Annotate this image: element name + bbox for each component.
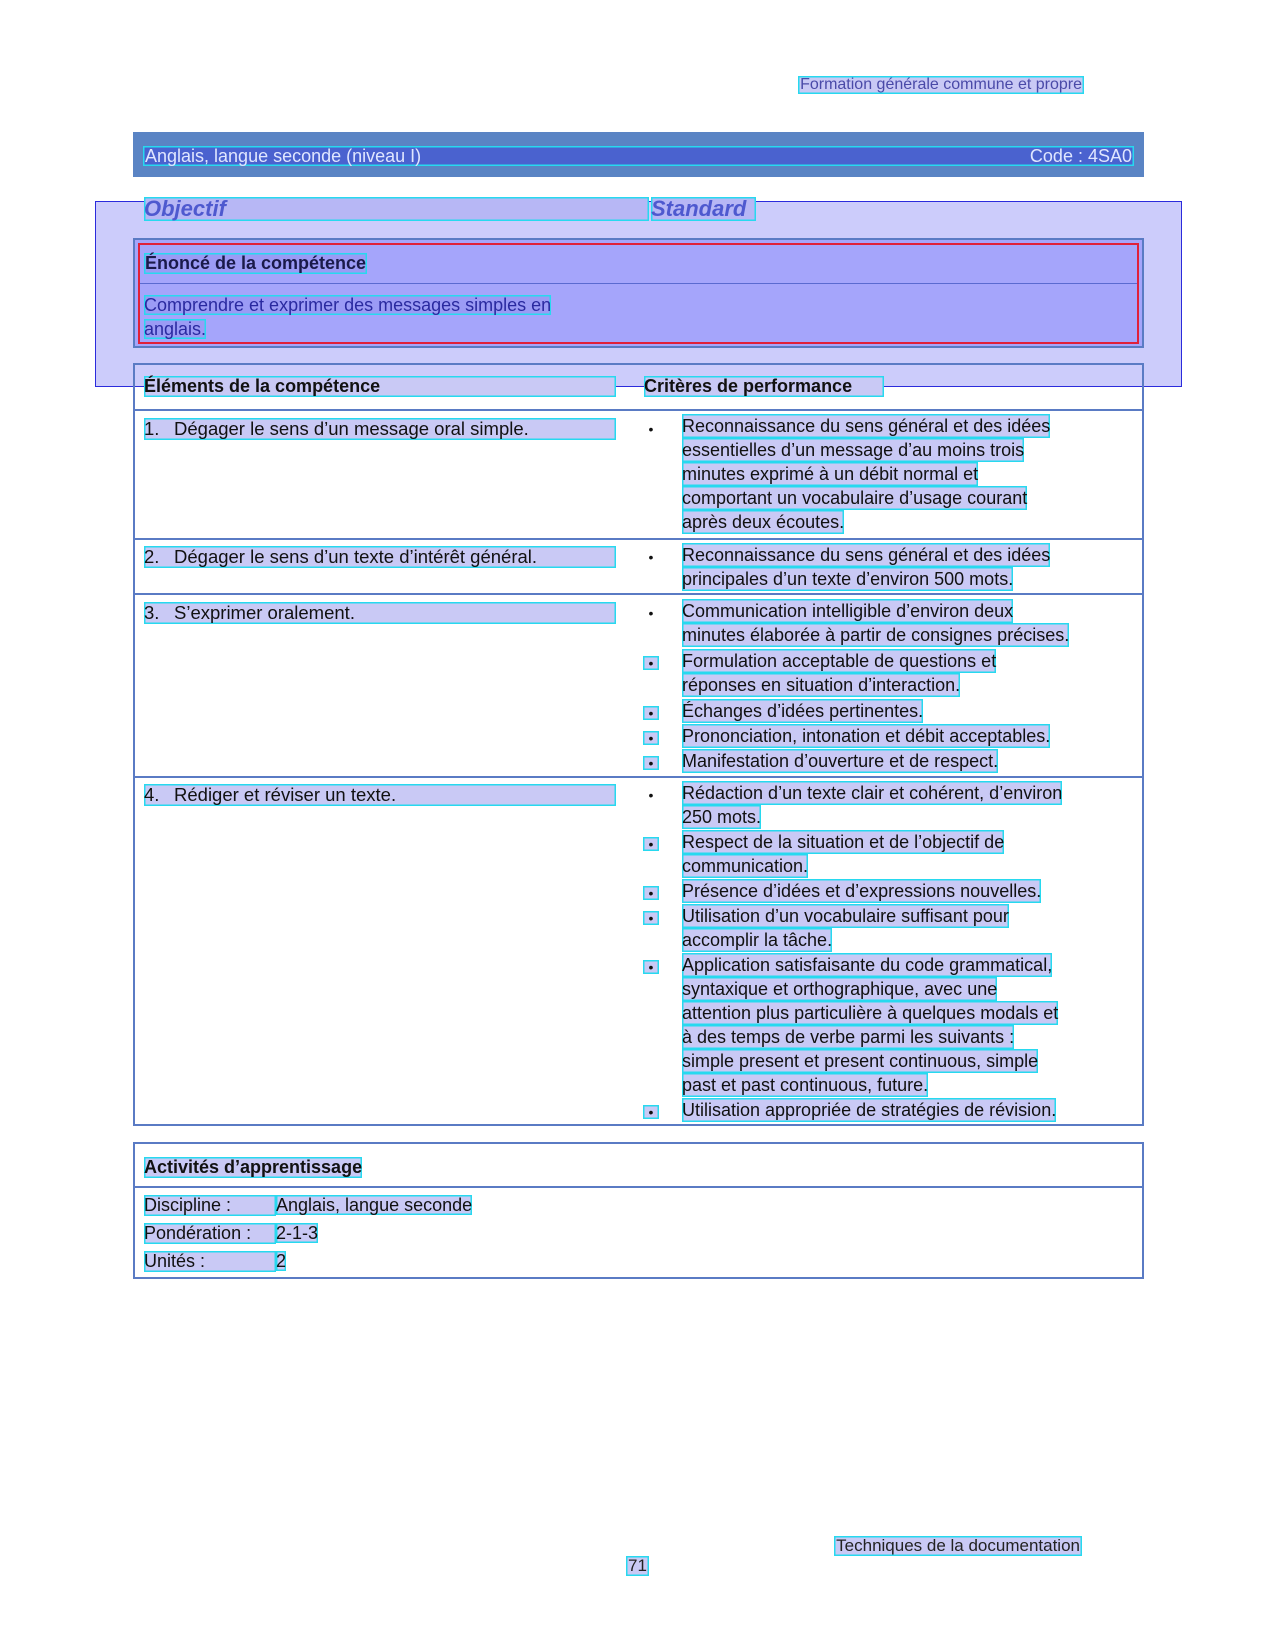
unites-row <box>144 1251 286 1272</box>
criteria-line: attention plus particulière à quelques modals et <box>682 1003 1059 1023</box>
element-text: Dégager le sens d’un message oral simple. <box>174 418 529 439</box>
course-title-bar <box>133 132 1144 177</box>
bullet-icon: • <box>643 911 659 925</box>
criteria-item <box>682 599 1069 647</box>
discipline-value: Anglais, langue seconde <box>276 1195 473 1215</box>
criteria-line: Rédaction d’un texte clair et cohérent, d’environ <box>682 783 1063 803</box>
discipline-label: Discipline : <box>144 1195 276 1216</box>
page-number: 71 <box>628 1556 647 1575</box>
row-divider <box>135 538 1142 540</box>
bullet-icon: • <box>648 605 654 621</box>
element-number: 3. <box>144 602 160 623</box>
criteria-line: après deux écoutes. <box>682 512 845 532</box>
criteria-item <box>682 830 1004 878</box>
criteria-item <box>682 414 1050 534</box>
row-divider <box>135 593 1142 595</box>
criteria-line: minutes exprimé à un débit normal et <box>682 464 979 484</box>
table-header-divider <box>135 409 1142 411</box>
criteria-item <box>682 953 1058 1097</box>
criteria-line: réponses en situation d’interaction. <box>682 675 961 695</box>
bullet-icon: • <box>648 787 654 803</box>
bullet-icon: • <box>643 960 659 974</box>
criteria-item <box>682 1098 1056 1122</box>
criteria-item <box>682 879 1041 903</box>
criteria-line: Respect de la situation et de l’objectif de <box>682 832 1005 852</box>
element-row-4 <box>144 784 616 806</box>
criteria-line: syntaxique et orthographique, avec une <box>682 979 998 999</box>
bullet-icon: • <box>643 886 659 900</box>
enonce-title: Énoncé de la compétence <box>145 253 367 273</box>
criteria-line: Communication intelligible d’environ deux <box>682 601 1014 621</box>
ponderation-value: 2-1-3 <box>276 1223 319 1243</box>
enonce-line-2: anglais. <box>144 319 207 339</box>
column-header-elements: Éléments de la compétence <box>144 376 616 397</box>
row-divider <box>135 776 1142 778</box>
element-number: 4. <box>144 784 160 805</box>
element-row-1 <box>144 418 616 440</box>
criteria-line: Prononciation, intonation et débit acceptables. <box>682 726 1051 746</box>
course-code: Code : 4SA0 <box>1029 145 1132 166</box>
bullet-icon: • <box>643 706 659 720</box>
bullet-icon: • <box>648 549 654 565</box>
element-text: S’exprimer oralement. <box>174 602 355 623</box>
criteria-line: Manifestation d’ouverture et de respect. <box>682 751 999 771</box>
criteria-line: à des temps de verbe parmi les suivants : <box>682 1027 1015 1047</box>
element-number: 1. <box>144 418 160 439</box>
criteria-item <box>682 904 1009 952</box>
criteria-line: Formulation acceptable de questions et <box>682 651 997 671</box>
criteria-line: Reconnaissance du sens général et des idées <box>682 416 1051 436</box>
activites-divider <box>135 1186 1142 1188</box>
standard-heading: Standard <box>651 197 756 221</box>
criteria-line: Reconnaissance du sens général et des idées <box>682 545 1051 565</box>
element-row-3 <box>144 602 616 624</box>
bullet-icon: • <box>648 421 654 437</box>
criteria-line: essentielles d’un message d’au moins trois <box>682 440 1025 460</box>
criteria-line: past et past continuous, future. <box>682 1075 929 1095</box>
bullet-icon: • <box>643 756 659 770</box>
footer-text: Techniques de la documentation <box>836 1536 1080 1555</box>
criteria-item <box>682 543 1050 591</box>
criteria-item <box>682 649 996 697</box>
element-text: Dégager le sens d’un texte d’intérêt général. <box>174 546 538 567</box>
bullet-icon: • <box>643 837 659 851</box>
criteria-item <box>682 749 998 773</box>
element-row-2 <box>144 546 616 568</box>
criteria-line: Utilisation d’un vocabulaire suffisant pour <box>682 906 1009 926</box>
criteria-line: communication. <box>682 856 809 876</box>
bullet-icon: • <box>643 1105 659 1119</box>
column-header-criteres: Critères de performance <box>644 376 884 397</box>
selected-region-highlight <box>138 243 1139 344</box>
criteria-line: accomplir la tâche. <box>682 930 833 950</box>
criteria-line: Échanges d’idées pertinentes. <box>682 701 924 721</box>
unites-value: 2 <box>276 1251 287 1271</box>
enonce-line-1: Comprendre et exprimer des messages simples en <box>144 295 552 315</box>
objectif-heading: Objectif <box>144 197 649 221</box>
unites-label: Unités : <box>144 1251 276 1272</box>
bullet-icon: • <box>643 731 659 745</box>
element-number: 2. <box>144 546 160 567</box>
criteria-item <box>682 699 923 723</box>
criteria-line: Application satisfaisante du code grammatical, <box>682 955 1053 975</box>
ponderation-row <box>144 1223 318 1244</box>
course-title: Anglais, langue seconde (niveau I) <box>145 145 422 166</box>
running-header: Formation générale commune et propre <box>800 76 1082 93</box>
criteria-item <box>682 781 1062 829</box>
criteria-line: simple present et present continuous, simple <box>682 1051 1039 1071</box>
criteria-line: 250 mots. <box>682 807 762 827</box>
activites-title: Activités d’apprentissage <box>144 1157 363 1177</box>
criteria-line: Utilisation appropriée de stratégies de révision. <box>682 1100 1057 1120</box>
element-text: Rédiger et réviser un texte. <box>174 784 397 805</box>
criteria-line: principales d’un texte d’environ 500 mots. <box>682 569 1014 589</box>
criteria-line: minutes élaborée à partir de consignes précises. <box>682 625 1070 645</box>
discipline-row <box>144 1195 472 1216</box>
criteria-line: Présence d’idées et d’expressions nouvelles. <box>682 881 1042 901</box>
bullet-icon: • <box>643 656 659 670</box>
ponderation-label: Pondération : <box>144 1223 276 1244</box>
criteria-item <box>682 724 1050 748</box>
criteria-line: comportant un vocabulaire d’usage courant <box>682 488 1028 508</box>
